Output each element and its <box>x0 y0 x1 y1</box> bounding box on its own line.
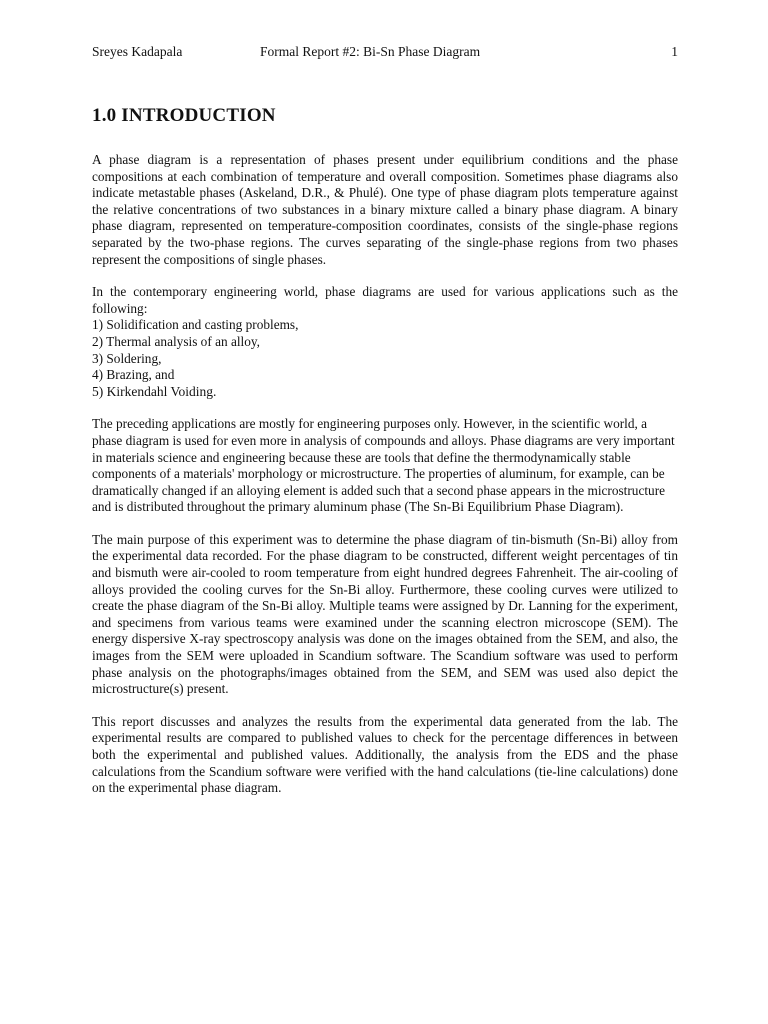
list-item: 3) Soldering, <box>92 350 162 366</box>
header-author: Sreyes Kadapala <box>92 44 183 59</box>
paragraph-scientific-use: The preceding applications are mostly for engineering purposes only. However, in the scientific world, a phase diagram is used for even more in analysis of compounds and alloys. Phase diagrams are very important in materials science and engineering because these are tools that define the thermodynamically stable components of a materials' morphology or microstructure. The properties of aluminum, for example, can be dramatically changed if an alloying element is added such that a second phase appears in the microstructure and is distributed throughout the primary aluminum phase (The Sn-Bi Equilibrium Phase Diagram). <box>92 416 675 515</box>
applications-list <box>92 317 678 400</box>
paragraph-experiment-purpose: The main purpose of this experiment was to determine the phase diagram of tin-bismuth (Sn-Bi) alloy from the experimental data recorded. For the phase diagram to be constructed, different weight percentages of tin and bismuth were air-cooled to room temperature from eight hundred degrees Fahrenheit. The air-cooling of alloys provided the cooling curves for the Sn-Bi alloy. Furthermore, these cooling curves were utilized to create the phase diagram of the Sn-Bi alloy. Multiple teams were assigned by Dr. Lanning for the experiment, and specimens from various teams were examined under the scanning electron microscope (SEM). The energy dispersive X-ray spectroscopy analysis was done on the images obtained from the SEM, and also, the images from the SEM were uploaded in Scandium software. The Scandium software was used to perform phase analysis on the photographs/images obtained from the SEM, and SEM was used also depict the microstructure(s) present. <box>92 531 678 697</box>
header-page-number: 1 <box>671 44 678 59</box>
document-body <box>92 104 678 813</box>
list-item: 2) Thermal analysis of an alloy, <box>92 333 261 349</box>
paragraph-applications-intro: In the contemporary engineering world, phase diagrams are used for various applications such as the following: <box>92 284 678 316</box>
list-item: 4) Brazing, and <box>92 367 175 383</box>
section-heading: 1.0 INTRODUCTION <box>92 105 276 126</box>
paragraph-phase-diagram-definition: A phase diagram is a representation of phases present under equilibrium conditions and the phase compositions at each combination of temperature and overall composition. Sometimes phase diagrams also indicate metastable phases (Askeland, D.R., & Phulé). One type of phase diagram plots temperature against the relative concentrations of two substances in a binary mixture called a binary phase diagram. A binary phase diagram, represented on temperature-composition coordinates, consists of the single-phase regions separated by the two-phase regions. The curves separating of the single-phase regions from two phases represent the compositions of single phases. <box>92 152 678 267</box>
paragraph-report-scope: This report discusses and analyzes the results from the experimental data generated from the lab. The experimental results are compared to published values to check for the percentage differences in between both the experimental and published values. Additionally, the analysis from the EDS and the phase calculations from the Scandium software were verified with the hand calculations (tie-line calculations) done on the experimental phase diagram. <box>92 713 678 796</box>
list-item: 1) Solidification and casting problems, <box>92 317 299 333</box>
list-item: 5) Kirkendahl Voiding. <box>92 383 217 399</box>
page-header <box>92 44 678 62</box>
header-report-title: Formal Report #2: Bi-Sn Phase Diagram <box>260 44 481 59</box>
